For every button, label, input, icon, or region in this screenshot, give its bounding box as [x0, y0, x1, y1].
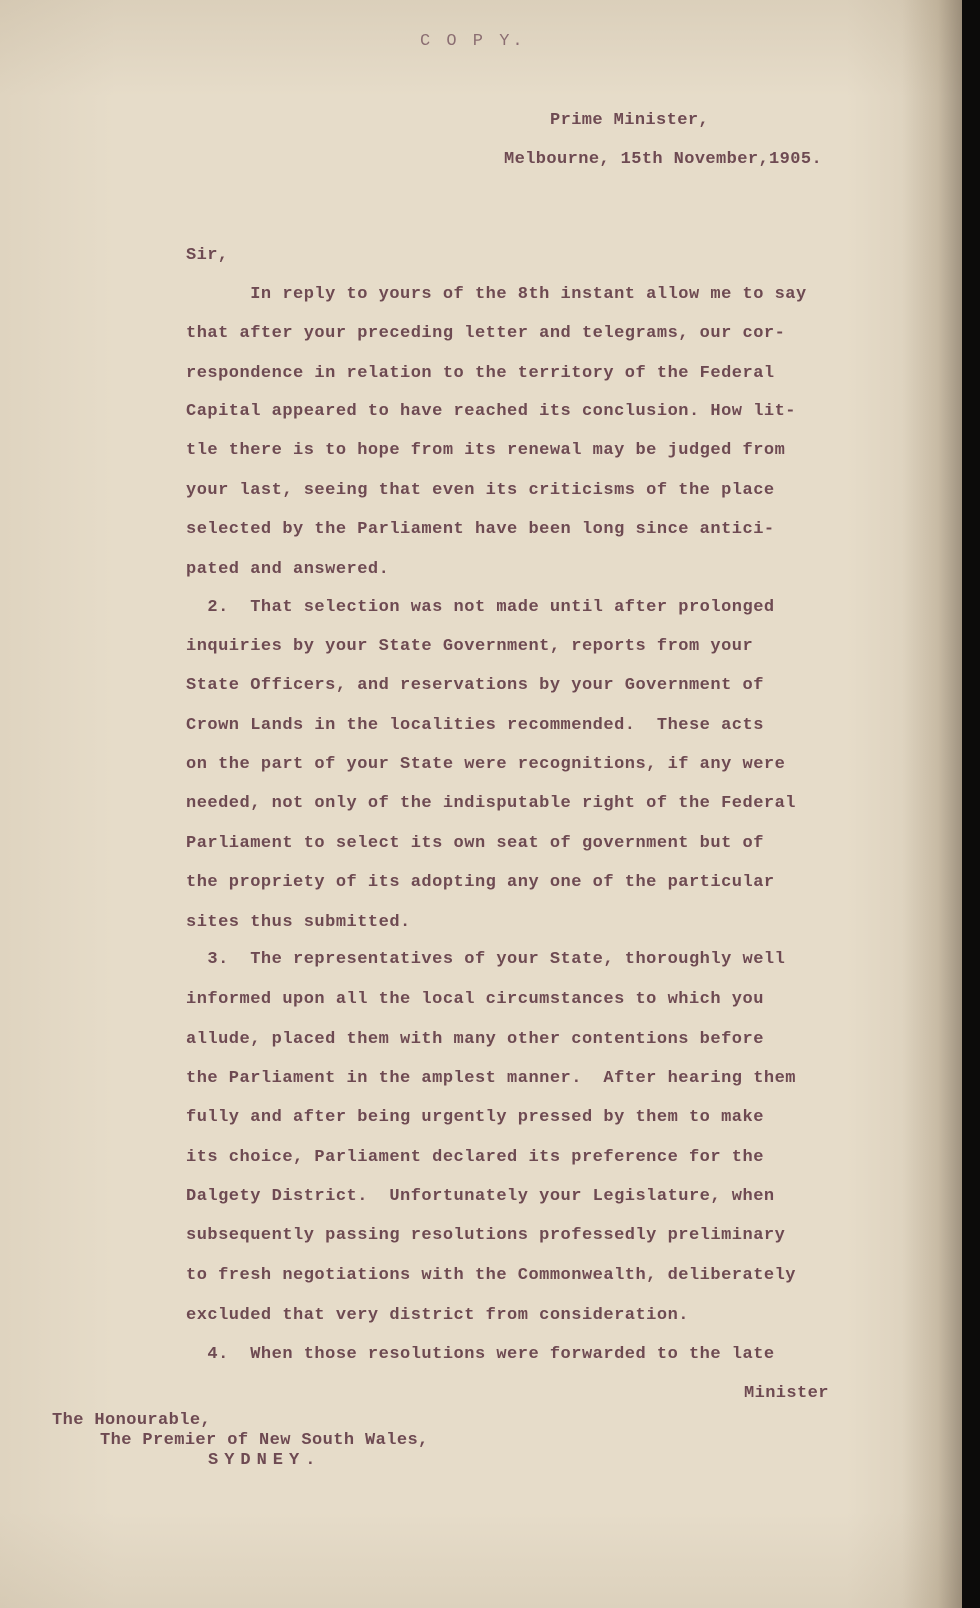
- body-line: allude, placed them with many other contentions before: [186, 1030, 764, 1049]
- body-line: State Officers, and reservations by your Government of: [186, 676, 764, 695]
- body-line: In reply to yours of the 8th instant allow me to say: [186, 285, 807, 304]
- body-line: needed, not only of the indisputable right of the Federal: [186, 794, 796, 813]
- body-line: tle there is to hope from its renewal may be judged from: [186, 441, 786, 460]
- body-line: the propriety of its adopting any one of the particular: [186, 873, 775, 892]
- body-line: 4. When those resolutions were forwarded to the late: [186, 1345, 775, 1364]
- addressee-block: [52, 1411, 429, 1471]
- body-line: Dalgety District. Unfortunately your Legislature, when: [186, 1187, 775, 1206]
- copy-label: C O P Y.: [420, 32, 526, 51]
- body-line: your last, seeing that even its criticisms of the place: [186, 481, 775, 500]
- body-line: excluded that very district from consideration.: [186, 1306, 689, 1325]
- body-line: informed upon all the local circumstances to which you: [186, 990, 764, 1009]
- sender-place-date: Melbourne, 15th November,1905.: [504, 150, 823, 169]
- body-line: sites thus submitted.: [186, 913, 411, 932]
- addressee-line: The Premier of New South Wales,: [100, 1431, 429, 1450]
- body-line: its choice, Parliament declared its preference for the: [186, 1148, 764, 1167]
- body-line: pated and answered.: [186, 560, 390, 579]
- addressee-line: The Honourable,: [52, 1411, 212, 1430]
- body-line: 3. The representatives of your State, thoroughly well: [186, 950, 786, 969]
- body-line: subsequently passing resolutions professedly preliminary: [186, 1226, 786, 1245]
- body-line: that after your preceding letter and telegrams, our cor-: [186, 324, 786, 343]
- body-line: on the part of your State were recognitions, if any were: [186, 755, 786, 774]
- body-line: 2. That selection was not made until after prolonged: [186, 598, 775, 617]
- catchword: Minister: [744, 1384, 829, 1403]
- body-line: the Parliament in the amplest manner. After hearing them: [186, 1069, 796, 1088]
- page-edge-shadow: [902, 0, 962, 1608]
- body-line: inquiries by your State Government, reports from your: [186, 637, 754, 656]
- body-line: Parliament to select its own seat of government but of: [186, 834, 764, 853]
- body-line: fully and after being urgently pressed by them to make: [186, 1108, 764, 1127]
- body-line: respondence in relation to the territory of the Federal: [186, 364, 775, 383]
- salutation: Sir,: [186, 246, 229, 265]
- addressee-line: SYDNEY.: [208, 1451, 322, 1470]
- sender-title: Prime Minister,: [550, 111, 710, 130]
- body-line: selected by the Parliament have been long since antici-: [186, 520, 775, 539]
- body-line: to fresh negotiations with the Commonwealth, deliberately: [186, 1266, 796, 1285]
- body-line: Capital appeared to have reached its conclusion. How lit-: [186, 402, 796, 421]
- body-line: Crown Lands in the localities recommended. These acts: [186, 716, 764, 735]
